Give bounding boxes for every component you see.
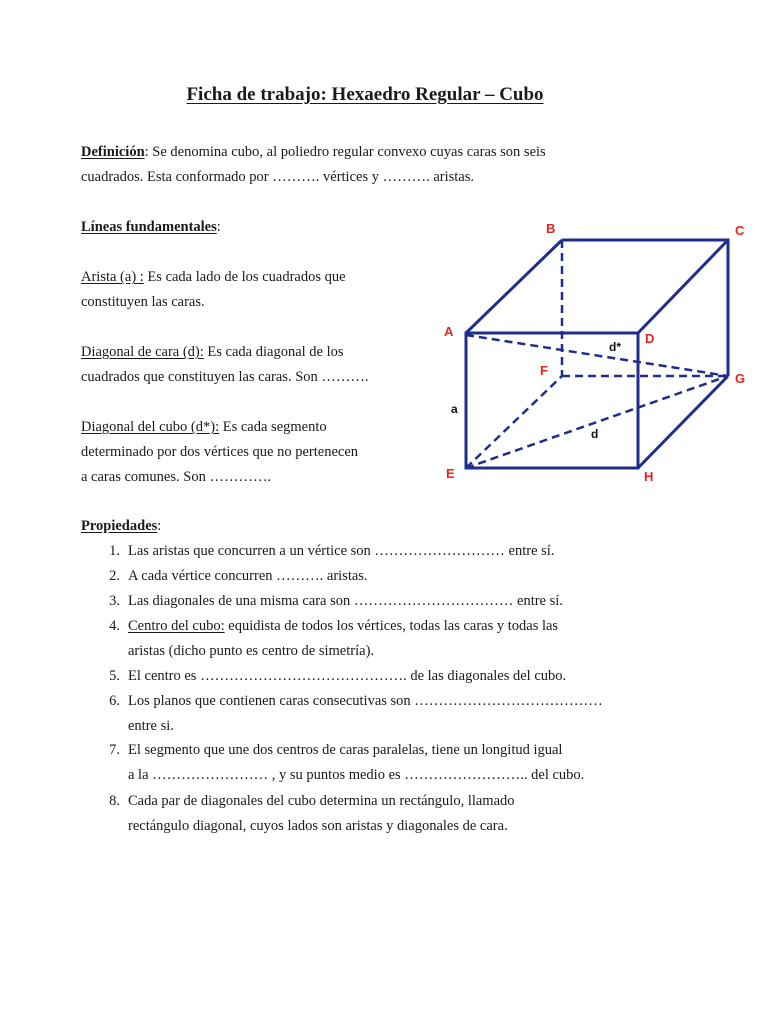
propiedad-item-4 [94,614,558,639]
diagonal-cara-e-g [466,376,728,468]
measure-label-a: a [451,402,458,416]
centro-cubo-label: Centro del cubo: [128,618,225,634]
propiedades-heading-row: Propiedades: [81,518,162,534]
item-text: Cada par de diagonales del cubo determina un rectángulo, llamado [128,793,515,809]
item-text: Las aristas que concurren a un vértice son ……………………… entre sí. [128,543,555,559]
measure-label-d: d [591,427,599,441]
vertex-label-c: C [735,223,745,238]
diagonal-cara-text-1: Es cada diagonal de los [203,344,344,360]
diagonal-cubo-a-g [466,335,728,376]
propiedad-item-7-cont: a la …………………… , y su puntos medio es …………………….. del cubo. [128,767,585,783]
diagonal-cara-label: Diagonal de cara (d): [81,344,204,360]
propiedad-item-8-cont: rectángulo diagonal, cuyos lados son aristas y diagonales de cara. [128,818,508,834]
vertex-label-g: G [735,371,746,386]
item-number: 8. [109,793,120,809]
propiedades-heading: Propiedades [81,518,158,534]
propiedad-item-6-cont: entre si. [128,718,174,734]
propiedad-item-4-cont: aristas (dicho punto es centro de simetría). [128,643,375,659]
propiedad-item-7 [94,738,562,763]
item-number: 5. [109,668,120,684]
definition-text-2: cuadrados. Esta conformado por ………. vértices y ………. aristas. [81,169,475,185]
arista-text-2: constituyen las caras. [81,294,205,310]
item-text: El segmento que une dos centros de caras paralelas, tiene un longitud igual [128,742,563,758]
vertex-label-h: H [644,469,654,484]
item-text: A cada vértice concurren ………. aristas. [128,568,368,584]
diagonal-cubo-label: Diagonal del cubo (d*): [81,419,220,435]
item-text: equidista de todos los vértices, todas las caras y todas las [224,618,559,634]
vertex-label-e: E [446,466,455,481]
diagonal-cubo-text-3: a caras comunes. Son …………. [81,469,272,485]
definition-text-1: : Se denomina cubo, al poliedro regular convexo cuyas caras son seis [144,144,546,160]
arista-text-1: Es cada lado de los cuadrados que [143,269,346,285]
item-number: 7. [109,742,120,758]
item-text: Las diagonales de una misma cara son …………………………… entre sí. [128,593,563,609]
arista-label: Arista (a) : [81,269,144,285]
propiedad-item-8 [94,789,515,814]
edge-h-g [638,376,728,468]
vertex-label-f: F [540,363,548,378]
edge-d-c [638,240,728,333]
lineas-heading-row: Líneas fundamentales: [81,219,221,235]
vertex-label-b: B [546,221,556,236]
diagonal-cubo-text-1: Es cada segmento [219,419,327,435]
diagonal-cara-text-2: cuadrados que constituyen las caras. Son ………. [81,369,369,385]
item-number: 2. [109,568,120,584]
diagonal-cubo-text-2: determinado por dos vértices que no pertenecen [81,444,359,460]
propiedad-item-3 [94,589,563,614]
item-number: 4. [109,618,120,634]
item-number: 6. [109,693,120,709]
item-text: Los planos que contienen caras consecutivas son ………………………………… [128,693,603,709]
item-text: El centro es ……………………………………. de las diagonales del cubo. [128,668,567,684]
propiedad-item-5 [94,664,566,689]
propiedad-item-1 [94,539,554,564]
vertex-label-a: A [444,324,454,339]
propiedad-item-2 [94,564,368,589]
page-title: Ficha de trabajo: Hexaedro Regular – Cubo [186,84,544,105]
propiedad-item-6 [94,689,603,714]
item-number: 3. [109,593,120,609]
vertex-label-d: D [645,331,655,346]
measure-label-dstar: d* [609,340,621,354]
back-face-edges [562,240,728,376]
item-number: 1. [109,543,120,559]
definition-label: Definición [81,144,145,160]
lineas-heading: Líneas fundamentales [81,219,217,235]
edge-a-b [466,240,562,333]
edge-e-f [466,376,562,468]
